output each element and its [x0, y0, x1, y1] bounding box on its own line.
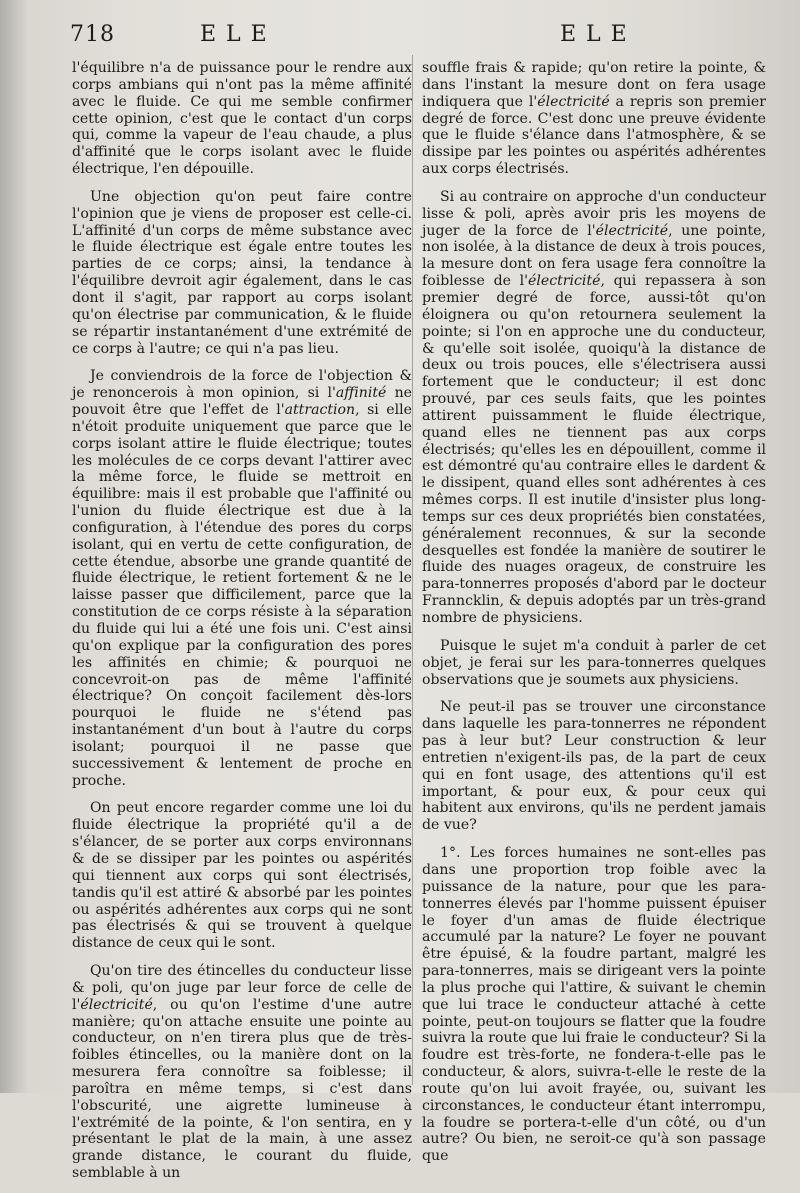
- paragraph: On peut encore regarder comme une loi du fluide électrique la propriété qu'il a de s'élancer, de se porter aux corps environnans & de se dissiper par les pointes ou aspérités qui tiennent aux corps qui sont électrisés, tandis qu'il est attiré & absorbé par les pointes ou aspérités adhérentes aux corps qui ne sont pas électrisés & qui se trouvent à quelque distance de ceux qui le sont.: [72, 800, 412, 952]
- gutter-shadow: [0, 0, 28, 1093]
- running-head-left: ELE: [200, 22, 277, 47]
- page-number: 718: [70, 22, 115, 47]
- paragraph: Qu'on tire des étincelles du conducteur lisse & poli, qu'on juge par leur force de celle de l'électricité, ou qu'on l'estime d'une autre manière; qu'on attache ensuite une pointe au conducteur, on n'en tirera plus que de très-foibles étincelles, ou la manière dont on la mesurera fera connoître sa foiblesse; il paroîtra en même temps, si c'est dans l'obscurité, une aigrette lumineuse à l'extrémité de la pointe, & l'on sentira, en y présentant le plat de la main, à une assez grande distance, le courant du fluide, semblable à un: [72, 963, 412, 1182]
- running-head-right: ELE: [560, 22, 637, 47]
- paragraph: l'équilibre n'a de puissance pour le rendre aux corps ambians qui n'ont pas la même affinité avec le fluide. Ce qui me semble confirmer cette opinion, c'est que le contact d'un corps qui, comme la vapeur de l'eau chaude, a plus d'affinité que le corps isolant avec le fluide électrique, l'en dépouille.: [72, 60, 412, 178]
- left-column: [72, 60, 412, 1193]
- paragraph: Puisque le sujet m'a conduit à parler de cet objet, je ferai sur les para-tonnerres quelques observations que je soumets aux physiciens.: [422, 637, 766, 688]
- paragraph: Si au contraire on approche d'un conducteur lisse & poli, après avoir pris les moyens de juger de la force de l'électricité, une pointe, non isolée, à la distance de deux à trois pouces, la mesure dont on fera usage fera connoître la foiblesse de l'électricité, qui repassera à son premier degré de force, aussi-tôt qu'on éloignera ou qu'on retournera seulement la pointe; si l'on en approche une du conducteur, & qu'elle soit isolée, quoiqu'à la distance de deux ou trois pouces, elle s'électrisera aussi fortement que le conducteur; il est donc prouvé, par ces seuls faits, que les pointes attirent puissamment le fluide électrique, quand elles ne tiennent pas aux corps électrisés; qu'elles les en dépouillent, comme il est démontré qu'au contraire elles le dardent & le dissipent, quand elles sont adhérentes à ces mêmes corps. Il est inutile d'insister plus long-temps sur ces deux propriétés bien constatées, généralement reconnues, & sur la seconde desquelles est fondée la manière de soutirer le fluide des nuages orageux, de construire les para-tonnerres proposés d'abord par le docteur Franncklin, & depuis adoptés par un très-grand nombre de physiciens.: [422, 188, 767, 626]
- paragraph: Ne peut-il pas se trouver une circonstance dans laquelle les para-tonnerres ne répondent pas à leur but? Leur construction & leur entretien n'exigent-ils pas, de la part de ceux qui en font usage, des attentions qu'il est important, & pour eux, & pour ceux qui habitent aux environs, qu'ils ne perdent jamais de vue?: [422, 699, 766, 834]
- paragraph: Je conviendrois de la force de l'objection & je renoncerois à mon opinion, si l'affinité ne pouvoit être que l'effet de l'attraction, si elle n'étoit produite uniquement que parce que le corps isolant attire le fluide électrique; toutes les molécules de ce corps devant l'attirer avec la même force, le fluide se mettroit en équilibre: mais il est probable que l'affinité ou l'union du fluide électrique est due à la configuration, à l'étendue des pores du corps isolant, qui en vertu de cette configuration, de cette étendue, absorbe une grande quantité de fluide électrique, le retient fortement & ne le laisse passer que difficilement, parce que la constitution de ce corps résiste à la séparation du fluide qui lui a été une fois uni. C'est ainsi qu'on explique par la configuration des pores les affinités en chimie; & pourquoi ne concevroit-on pas de même l'affinité électrique? On conçoit facilement dès-lors pourquoi le fluide ne s'étend pas instantanément d'un bout à l'autre du corps isolant; pourquoi il ne passe que successivement & lentement de proche en proche.: [72, 368, 412, 789]
- paragraph: souffle frais & rapide; qu'on retire la pointe, & dans l'instant la mesure dont on fera usage indiquera que l'électricité a repris son premier degré de force. C'est donc une preuve évidente que le fluide s'élance dans l'atmosphère, & se dissipe par les pointes ou aspérités adhérentes aux corps électrisés.: [422, 60, 766, 178]
- right-column: [422, 60, 766, 1176]
- paragraph: Une objection qu'on peut faire contre l'opinion que je viens de proposer est celle-ci. L'affinité d'un corps de même substance avec le fluide électrique est égale entre toutes les parties de ce corps; ainsi, la tendance à l'équilibre devroit agir également, dans le cas dont il s'agit, par rapport au corps isolant qu'on électrise par communication, & le fluide se répartir instantanément d'une extrémité de ce corps à l'autre; ce qui n'a pas lieu.: [72, 188, 412, 357]
- page-header: [0, 22, 800, 52]
- column-divider: [412, 55, 413, 1085]
- paragraph: 1°. Les forces humaines ne sont-elles pas dans une proportion trop foible avec la puissance de la nature, pour que les para-tonnerres élevés par l'homme puissent épuiser le foyer d'un amas de fluide électrique accumulé par la nature? Le foyer ne pouvant être épuisé, & la foudre partant, malgré les para-tonnerres, mais se dirigeant vers la pointe la plus proche qui l'attire, & suivant le chemin que lui trace le conducteur attaché à cette pointe, peut-on toujours se flatter que la foudre suivra la route que lui fraie le conducteur? Si la foudre est très-forte, ne fondera-t-elle pas le conducteur, & alors, suivra-t-elle le reste de la route qu'on lui avoit frayée, ou, suivant les circonstances, le conducteur étant interrompu, la foudre se portera-t-elle d'un côté, ou d'un autre? Ou bien, ne seroit-ce qu'à son passage que: [422, 845, 766, 1165]
